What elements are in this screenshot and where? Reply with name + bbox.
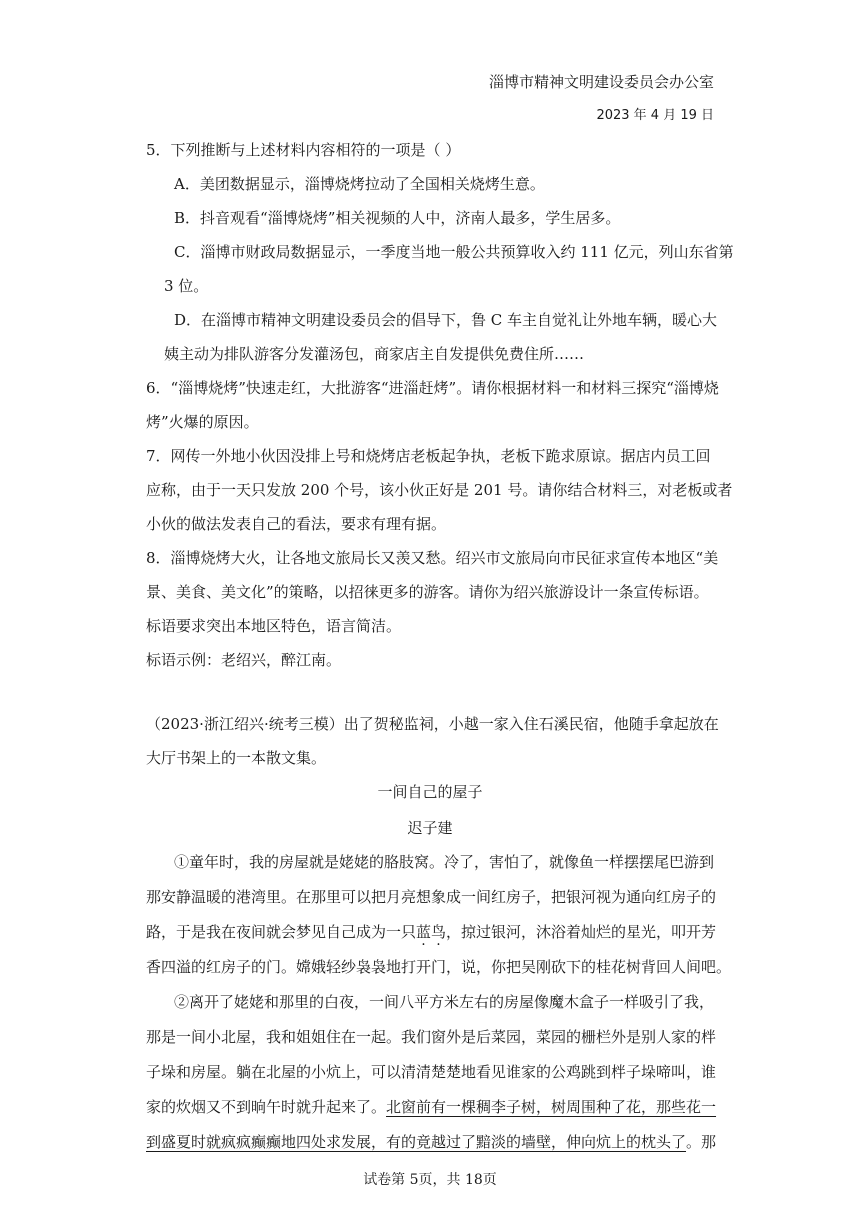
question-6-line-2: 烤”火爆的原因。 xyxy=(146,413,259,431)
question-5-option-d: D．在淄博市精神文明建设委员会的倡导下，鲁 C 车主自觉礼让外地车辆，暖心大 xyxy=(174,311,718,329)
essay-title: 一间自己的屋子 xyxy=(377,783,483,801)
page-number-footer: 试卷第 5页，共 18页 xyxy=(363,1172,497,1188)
paragraph-1-line-3 xyxy=(146,922,716,942)
question-7-line-1: 7．网传一外地小伙因没排上号和烧烤店老板起争执，老板下跪求原谅。据店内员工回 xyxy=(146,447,711,465)
paragraph-2-text: 家的炊烟又不到晌午时就升起来了。 xyxy=(146,1098,387,1116)
date-line: 2023 年 4 月 19 日 xyxy=(596,108,714,123)
question-5-option-c: C．淄博市财政局数据显示，一季度当地一般公共预算收入约 111 亿元，列山东省第 xyxy=(174,243,734,261)
paragraph-2-line-1: ②离开了姥姥和那里的白夜，一间八平方米左右的房屋像魔木盒子一样吸引了我， xyxy=(174,993,715,1011)
paragraph-2-text: 。那 xyxy=(686,1133,717,1151)
paragraph-1-line-2: 那安静温暖的港湾里。在那里可以把月亮想象成一间红房子，把银河视为通向红房子的 xyxy=(146,888,717,906)
paragraph-1-text: 路，于是我在夜间就会梦见自己成为一只 xyxy=(146,923,417,941)
question-7-line-3: 小伙的做法发表自己的看法，要求有理有据。 xyxy=(146,515,447,533)
essay-author: 迟子建 xyxy=(407,819,453,837)
question-7-line-2: 应称，由于一天只发放 200 个号，该小伙正好是 201 号。请你结合材料三，对老板或者 xyxy=(146,481,733,499)
paragraph-2-line-2: 那是一间小北屋，我和姐姐住在一起。我们窗外是后菜园，菜园的栅栏外是别人家的柈 xyxy=(146,1028,717,1046)
underlined-sentence: 北窗前有一棵稠李子树，树周围种了花，那些花一 xyxy=(386,1098,717,1116)
question-5-option-d-cont: 姨主动为排队游客分发灌汤包，商家店主自发提供免费住所…… xyxy=(164,345,585,363)
paragraph-2-line-5 xyxy=(146,1132,716,1152)
question-8-line-3: 标语要求突出本地区特色，语言简洁。 xyxy=(146,617,402,635)
question-6-line-1: 6．“淄博烧烤”快速走红，大批游客“进淄赶烤”。请你根据材料一和材料三探究“淄博烧 xyxy=(146,379,719,397)
paragraph-1-line-4: 香四溢的红房子的门。嫦娥轻纱袅袅地打开门，说，你把吴刚砍下的桂花树背回人间吧。 xyxy=(146,958,732,976)
question-8-line-2: 景、美食、美文化”的策略，以招徕更多的游客。请你为绍兴旅游设计一条宣传标语。 xyxy=(146,583,709,601)
reading-intro-line-2: 大厅书架上的一本散文集。 xyxy=(146,749,327,767)
slogan-example: 标语示例：老绍兴，醉江南。 xyxy=(146,651,342,669)
emphasis-char: 鸟 xyxy=(431,923,447,941)
question-5-option-c-cont: 3 位。 xyxy=(164,277,209,295)
emphasis-char: 蓝 xyxy=(416,923,432,941)
question-5-option-a: A．美团数据显示，淄博烧烤拉动了全国相关烧烤生意。 xyxy=(174,175,545,193)
reading-intro-line-1: （2023·浙江绍兴·统考三模）出了贺秘监祠，小越一家入住石溪民宿，他随手拿起放在 xyxy=(146,715,719,733)
question-5-stem: 5．下列推断与上述材料内容相符的一项是（ ） xyxy=(146,141,461,159)
paragraph-1-text: ，掠过银河，沐浴着灿烂的星光，叩开芳 xyxy=(446,923,717,941)
question-5-option-b: B．抖音观看“淄博烧烤”相关视频的人中，济南人最多，学生居多。 xyxy=(174,209,621,227)
paragraph-1-line-1: ①童年时，我的房屋就是姥姥的胳肢窝。冷了，害怕了，就像鱼一样摆摆尾巴游到 xyxy=(174,853,715,871)
paragraph-2-line-3: 子垛和房屋。躺在北屋的小炕上，可以清清楚楚地看见谁家的公鸡跳到柈子垛啼叫，谁 xyxy=(146,1063,717,1081)
underlined-sentence: 到盛夏时就疯疯癫癫地四处求发展，有的竟越过了黯淡的墙壁，伸向炕上的枕头了 xyxy=(146,1133,687,1151)
paragraph-2-line-4 xyxy=(146,1097,716,1117)
question-8-line-1: 8．淄博烧烤大火，让各地文旅局长又羡又愁。绍兴市文旅局向市民征求宣传本地区“美 xyxy=(146,549,719,567)
org-signature: 淄博市精神文明建设委员会办公室 xyxy=(488,73,714,91)
